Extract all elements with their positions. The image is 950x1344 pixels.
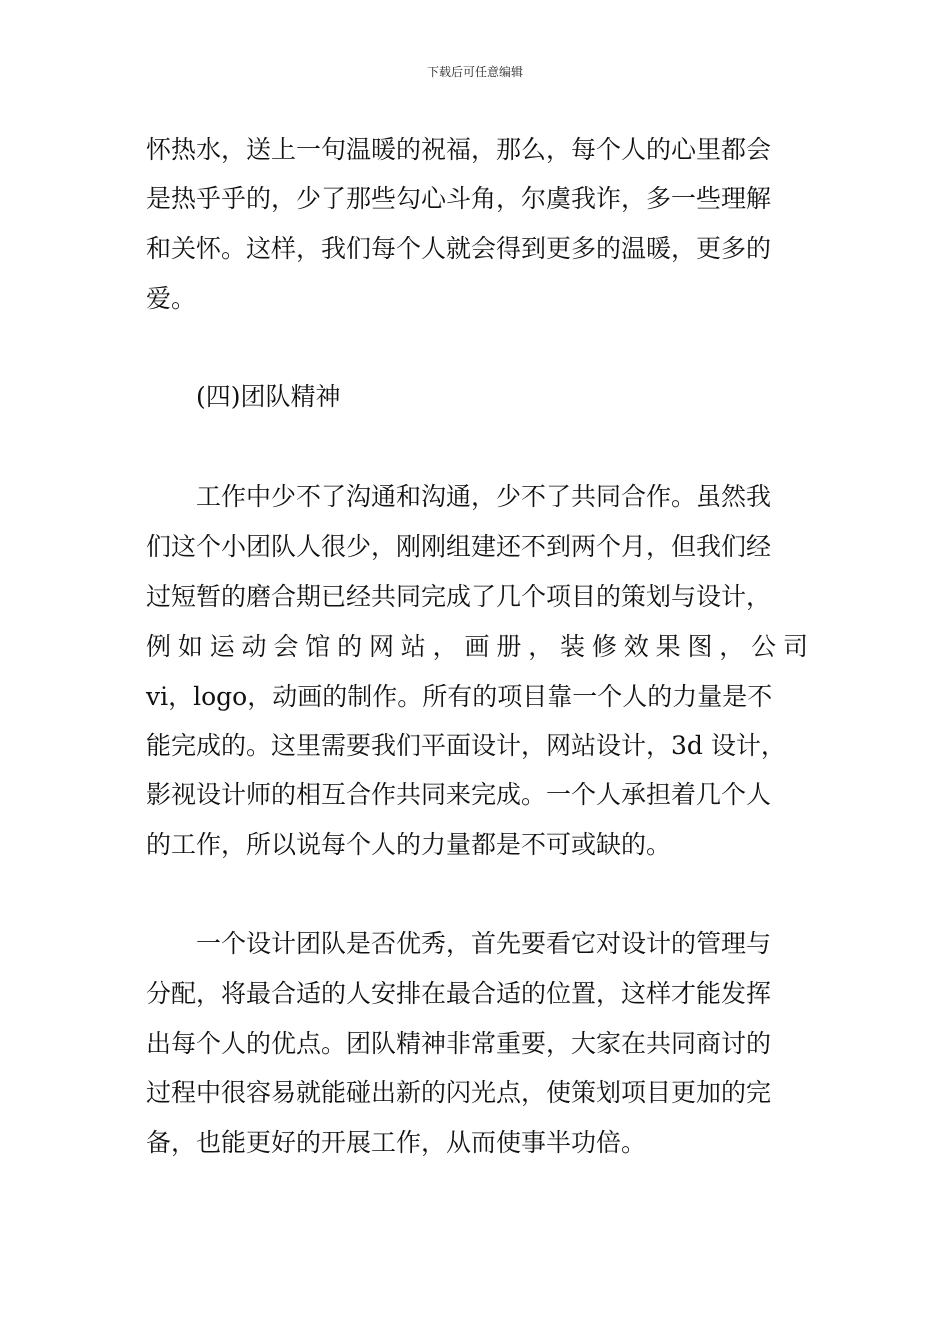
paragraph-line: 能完成的。这里需要我们平面设计，网站设计，3d 设计，	[146, 731, 786, 760]
section-heading: (四)团队精神	[196, 382, 341, 411]
paragraph-line: 过短暂的磨合期已经共同完成了几个项目的策划与设计，	[146, 582, 772, 611]
paragraph-line: 例如运动会馆的网站，画册，装修效果图，公司	[146, 632, 808, 661]
paragraph-line: 一个设计团队是否优秀，首先要看它对设计的管理与	[196, 929, 772, 958]
page-header: 下载后可任意编辑	[426, 65, 523, 79]
paragraph-line: 的工作，所以说每个人的力量都是不可或缺的。	[146, 830, 672, 859]
paragraph-line: 工作中少不了沟通和沟通，少不了共同合作。虽然我	[196, 482, 772, 511]
paragraph-line: 们这个小团队人很少，刚刚组建还不到两个月，但我们经	[146, 532, 772, 561]
paragraph-line: 是热乎乎的，少了那些勾心斗角，尔虞我诈，多一些理解	[146, 184, 772, 213]
paragraph-line: 分配，将最合适的人安排在最合适的位置，这样才能发挥	[146, 979, 772, 1008]
paragraph-line: vi，logo，动画的制作。所有的项目靠一个人的力量是不	[146, 682, 773, 711]
paragraph-line: 爱。	[146, 284, 197, 313]
paragraph-line: 影视设计师的相互合作共同来完成。一个人承担着几个人	[146, 780, 772, 809]
paragraph-line: 备，也能更好的开展工作，从而使事半功倍。	[146, 1128, 647, 1157]
paragraph-line: 出每个人的优点。团队精神非常重要，大家在共同商讨的	[146, 1029, 772, 1058]
paragraph-line: 和关怀。这样，我们每个人就会得到更多的温暖，更多的	[146, 234, 772, 263]
paragraph-line: 过程中很容易就能碰出新的闪光点，使策划项目更加的完	[146, 1078, 772, 1107]
paragraph-line: 怀热水，送上一句温暖的祝福，那么，每个人的心里都会	[146, 135, 772, 164]
